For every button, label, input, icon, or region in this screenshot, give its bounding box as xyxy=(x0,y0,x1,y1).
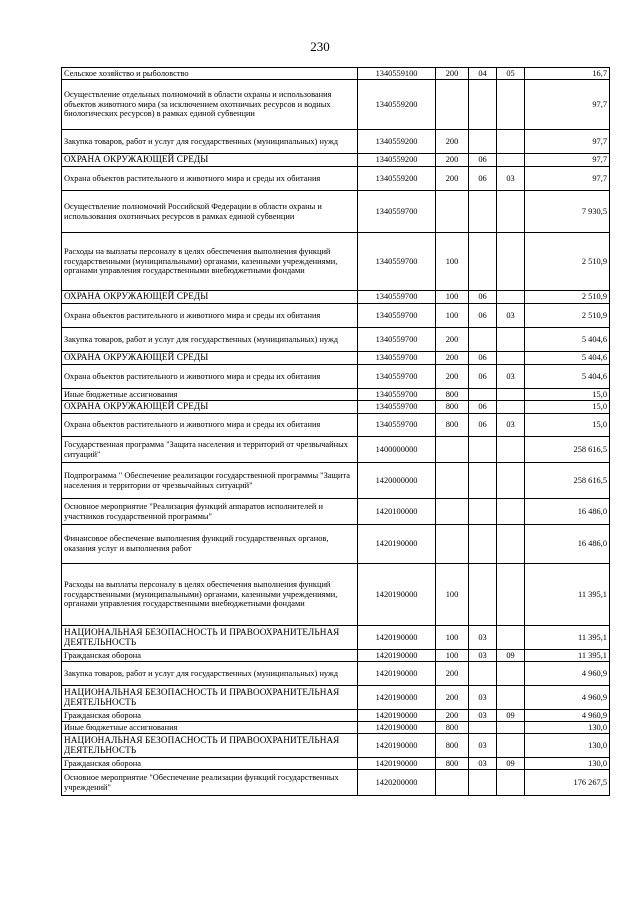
row-section: 06 xyxy=(469,365,497,389)
row-sum: 97,7 xyxy=(525,167,610,191)
row-target-code: 1340559200 xyxy=(358,130,436,154)
row-section xyxy=(469,233,497,291)
row-section xyxy=(469,437,497,463)
row-section: 06 xyxy=(469,167,497,191)
row-sum: 5 404,6 xyxy=(525,365,610,389)
row-subsection: 03 xyxy=(497,304,525,328)
row-expense-type: 800 xyxy=(436,734,469,758)
table-row xyxy=(62,414,610,437)
row-subsection xyxy=(497,401,525,414)
row-sum: 15,0 xyxy=(525,414,610,437)
table-row xyxy=(62,525,610,564)
row-target-code: 1340559700 xyxy=(358,191,436,233)
row-section xyxy=(469,463,497,499)
table-row xyxy=(62,352,610,365)
row-expense-type: 100 xyxy=(436,233,469,291)
row-target-code: 1340559700 xyxy=(358,328,436,352)
row-expense-type: 200 xyxy=(436,130,469,154)
row-expense-type: 800 xyxy=(436,758,469,770)
row-target-code: 1340559200 xyxy=(358,154,436,167)
row-target-code: 1340559200 xyxy=(358,80,436,130)
row-expense-type xyxy=(436,437,469,463)
row-sum: 2 510,9 xyxy=(525,304,610,328)
row-section: 06 xyxy=(469,291,497,304)
row-name: Государственная программа "Защита населения и территорий от чрезвычайных ситуаций" xyxy=(62,437,358,463)
budget-table xyxy=(61,67,610,796)
row-section: 03 xyxy=(469,710,497,722)
row-target-code: 1420190000 xyxy=(358,734,436,758)
row-section: 06 xyxy=(469,154,497,167)
table-row xyxy=(62,770,610,796)
table-row xyxy=(62,463,610,499)
row-subsection xyxy=(497,626,525,650)
row-target-code: 1420190000 xyxy=(358,710,436,722)
row-section xyxy=(469,499,497,525)
row-name: НАЦИОНАЛЬНАЯ БЕЗОПАСНОСТЬ И ПРАВООХРАНИТЕЛЬНАЯ ДЕЯТЕЛЬНОСТЬ xyxy=(62,626,358,650)
row-expense-type xyxy=(436,499,469,525)
row-target-code: 1340559700 xyxy=(358,304,436,328)
row-sum: 4 960,9 xyxy=(525,662,610,686)
row-sum: 4 960,9 xyxy=(525,686,610,710)
table-row xyxy=(62,291,610,304)
row-subsection xyxy=(497,130,525,154)
row-target-code: 1340559700 xyxy=(358,352,436,365)
row-subsection: 05 xyxy=(497,68,525,80)
page-number: 230 xyxy=(310,39,330,54)
row-section xyxy=(469,80,497,130)
row-expense-type xyxy=(436,770,469,796)
table-row xyxy=(62,564,610,626)
row-name: Охрана объектов растительного и животного мира и среды их обитания xyxy=(62,414,358,437)
row-expense-type: 800 xyxy=(436,722,469,734)
row-sum: 97,7 xyxy=(525,154,610,167)
row-subsection xyxy=(497,525,525,564)
row-name: Охрана объектов растительного и животного мира и среды их обитания xyxy=(62,365,358,389)
row-subsection: 03 xyxy=(497,414,525,437)
row-expense-type xyxy=(436,191,469,233)
row-subsection xyxy=(497,154,525,167)
row-sum: 4 960,9 xyxy=(525,710,610,722)
row-name: Расходы на выплаты персоналу в целях обеспечения выполнения функций государственными (муниципальными) органами, казенными учреждениями, органами управления государственными внебюджетными фондами xyxy=(62,564,358,626)
row-expense-type: 200 xyxy=(436,662,469,686)
row-target-code: 1340559700 xyxy=(358,401,436,414)
row-expense-type xyxy=(436,525,469,564)
row-sum: 97,7 xyxy=(525,80,610,130)
row-sum: 5 404,6 xyxy=(525,328,610,352)
row-expense-type: 800 xyxy=(436,401,469,414)
row-target-code: 1420000000 xyxy=(358,463,436,499)
row-section: 03 xyxy=(469,686,497,710)
row-section xyxy=(469,722,497,734)
row-sum: 11 395,1 xyxy=(525,626,610,650)
row-expense-type: 200 xyxy=(436,154,469,167)
row-name: Основное мероприятие "Реализация функций аппаратов исполнителей и участников государственной программы" xyxy=(62,499,358,525)
row-name: Основное мероприятие "Обеспечение реализации функций государственных учреждений" xyxy=(62,770,358,796)
row-sum: 16,7 xyxy=(525,68,610,80)
row-subsection: 09 xyxy=(497,650,525,662)
row-expense-type: 200 xyxy=(436,710,469,722)
row-subsection: 09 xyxy=(497,710,525,722)
row-expense-type: 200 xyxy=(436,328,469,352)
row-subsection xyxy=(497,662,525,686)
row-target-code: 1340559700 xyxy=(358,414,436,437)
row-section xyxy=(469,662,497,686)
row-name: ОХРАНА ОКРУЖАЮЩЕЙ СРЕДЫ xyxy=(62,154,358,167)
row-expense-type: 200 xyxy=(436,167,469,191)
row-sum: 130,0 xyxy=(525,734,610,758)
row-subsection xyxy=(497,564,525,626)
row-section xyxy=(469,564,497,626)
row-name: Гражданская оборона xyxy=(62,758,358,770)
row-target-code: 1420190000 xyxy=(358,564,436,626)
budget-table-body xyxy=(62,68,610,796)
row-target-code: 1420100000 xyxy=(358,499,436,525)
row-sum: 258 616,5 xyxy=(525,437,610,463)
row-expense-type: 200 xyxy=(436,686,469,710)
row-target-code: 1340559700 xyxy=(358,365,436,389)
table-row xyxy=(62,686,610,710)
row-subsection xyxy=(497,437,525,463)
table-row xyxy=(62,328,610,352)
row-section xyxy=(469,525,497,564)
row-name: ОХРАНА ОКРУЖАЮЩЕЙ СРЕДЫ xyxy=(62,401,358,414)
row-expense-type: 800 xyxy=(436,389,469,401)
row-expense-type: 200 xyxy=(436,365,469,389)
row-sum: 16 486,0 xyxy=(525,525,610,564)
row-sum: 16 486,0 xyxy=(525,499,610,525)
row-target-code: 1420190000 xyxy=(358,650,436,662)
row-name: Подпрограмма " Обеспечение реализации государственной программы "Защита населения и территории от чрезвычайных ситуаций" xyxy=(62,463,358,499)
row-target-code: 1420190000 xyxy=(358,722,436,734)
row-sum: 130,0 xyxy=(525,722,610,734)
row-sum: 15,0 xyxy=(525,389,610,401)
row-subsection: 03 xyxy=(497,167,525,191)
row-sum: 2 510,9 xyxy=(525,233,610,291)
row-target-code: 1420190000 xyxy=(358,525,436,564)
row-expense-type: 200 xyxy=(436,352,469,365)
row-subsection xyxy=(497,328,525,352)
row-name: ОХРАНА ОКРУЖАЮЩЕЙ СРЕДЫ xyxy=(62,291,358,304)
table-row xyxy=(62,130,610,154)
row-expense-type: 100 xyxy=(436,650,469,662)
row-name: Закупка товаров, работ и услуг для государственных (муниципальных) нужд xyxy=(62,328,358,352)
table-row xyxy=(62,710,610,722)
row-expense-type: 100 xyxy=(436,304,469,328)
row-sum: 11 395,1 xyxy=(525,650,610,662)
row-name: Расходы на выплаты персоналу в целях обеспечения выполнения функций государственными (муниципальными) органами, казенными учреждениями, органами управления государственными внебюджетными фондами xyxy=(62,233,358,291)
row-subsection xyxy=(497,770,525,796)
row-target-code: 1400000000 xyxy=(358,437,436,463)
row-section: 06 xyxy=(469,401,497,414)
row-section xyxy=(469,770,497,796)
row-section: 04 xyxy=(469,68,497,80)
row-subsection xyxy=(497,722,525,734)
row-name: Финансовое обеспечение выполнения функций государственных органов, оказания услуг и выполнения работ xyxy=(62,525,358,564)
table-row xyxy=(62,68,610,80)
row-section: 03 xyxy=(469,626,497,650)
table-row xyxy=(62,662,610,686)
row-target-code: 1340559700 xyxy=(358,291,436,304)
table-row xyxy=(62,499,610,525)
row-name: Гражданская оборона xyxy=(62,650,358,662)
table-row xyxy=(62,167,610,191)
row-subsection xyxy=(497,734,525,758)
row-sum: 258 616,5 xyxy=(525,463,610,499)
row-subsection xyxy=(497,389,525,401)
table-row xyxy=(62,233,610,291)
row-sum: 11 395,1 xyxy=(525,564,610,626)
table-row xyxy=(62,154,610,167)
row-expense-type: 200 xyxy=(436,68,469,80)
table-row xyxy=(62,389,610,401)
row-section xyxy=(469,130,497,154)
row-target-code: 1420190000 xyxy=(358,758,436,770)
row-expense-type: 100 xyxy=(436,626,469,650)
row-target-code: 1340559700 xyxy=(358,233,436,291)
row-subsection xyxy=(497,191,525,233)
row-section xyxy=(469,389,497,401)
row-expense-type xyxy=(436,463,469,499)
table-row xyxy=(62,626,610,650)
row-subsection xyxy=(497,463,525,499)
row-section: 03 xyxy=(469,758,497,770)
row-expense-type: 100 xyxy=(436,291,469,304)
table-row xyxy=(62,758,610,770)
row-name: Охрана объектов растительного и животного мира и среды их обитания xyxy=(62,167,358,191)
row-target-code: 1340559100 xyxy=(358,68,436,80)
row-target-code: 1420190000 xyxy=(358,662,436,686)
row-subsection xyxy=(497,291,525,304)
row-name: Иные бюджетные ассигнования xyxy=(62,722,358,734)
row-sum: 2 510,9 xyxy=(525,291,610,304)
row-expense-type: 100 xyxy=(436,564,469,626)
row-sum: 15,0 xyxy=(525,401,610,414)
row-sum: 7 930,5 xyxy=(525,191,610,233)
row-target-code: 1340559700 xyxy=(358,389,436,401)
row-sum: 5 404,6 xyxy=(525,352,610,365)
row-section: 06 xyxy=(469,304,497,328)
row-sum: 130,0 xyxy=(525,758,610,770)
table-row xyxy=(62,191,610,233)
row-name: Охрана объектов растительного и животного мира и среды их обитания xyxy=(62,304,358,328)
row-subsection xyxy=(497,499,525,525)
row-name: Осуществление отдельных полномочий в области охраны и использования объектов животного мира (за исключением охотничьих ресурсов и водных биологических ресурсов) в рамках единой субвенции xyxy=(62,80,358,130)
row-target-code: 1420190000 xyxy=(358,626,436,650)
row-section xyxy=(469,328,497,352)
row-subsection xyxy=(497,686,525,710)
row-name: Иные бюджетные ассигнования xyxy=(62,389,358,401)
row-section: 03 xyxy=(469,734,497,758)
row-section: 03 xyxy=(469,650,497,662)
row-subsection: 09 xyxy=(497,758,525,770)
row-name: Гражданская оборона xyxy=(62,710,358,722)
row-target-code: 1340559200 xyxy=(358,167,436,191)
row-target-code: 1420190000 xyxy=(358,686,436,710)
row-section: 06 xyxy=(469,352,497,365)
row-name: Осуществление полномочий Российской Федерации в области охраны и использования охотничьих ресурсов в рамках единой субвенции xyxy=(62,191,358,233)
row-expense-type xyxy=(436,80,469,130)
table-row xyxy=(62,650,610,662)
row-name: Закупка товаров, работ и услуг для государственных (муниципальных) нужд xyxy=(62,130,358,154)
row-name: Сельское хозяйство и рыболовство xyxy=(62,68,358,80)
table-row xyxy=(62,437,610,463)
row-section xyxy=(469,191,497,233)
table-row xyxy=(62,365,610,389)
row-subsection xyxy=(497,80,525,130)
row-name: ОХРАНА ОКРУЖАЮЩЕЙ СРЕДЫ xyxy=(62,352,358,365)
table-row xyxy=(62,734,610,758)
table-row xyxy=(62,401,610,414)
row-name: НАЦИОНАЛЬНАЯ БЕЗОПАСНОСТЬ И ПРАВООХРАНИТЕЛЬНАЯ ДЕЯТЕЛЬНОСТЬ xyxy=(62,686,358,710)
row-name: Закупка товаров, работ и услуг для государственных (муниципальных) нужд xyxy=(62,662,358,686)
row-target-code: 1420200000 xyxy=(358,770,436,796)
row-sum: 97,7 xyxy=(525,130,610,154)
row-name: НАЦИОНАЛЬНАЯ БЕЗОПАСНОСТЬ И ПРАВООХРАНИТЕЛЬНАЯ ДЕЯТЕЛЬНОСТЬ xyxy=(62,734,358,758)
row-expense-type: 800 xyxy=(436,414,469,437)
row-subsection xyxy=(497,352,525,365)
row-sum: 176 267,5 xyxy=(525,770,610,796)
table-row xyxy=(62,722,610,734)
row-subsection xyxy=(497,233,525,291)
row-subsection: 03 xyxy=(497,365,525,389)
table-row xyxy=(62,304,610,328)
row-section: 06 xyxy=(469,414,497,437)
table-row xyxy=(62,80,610,130)
